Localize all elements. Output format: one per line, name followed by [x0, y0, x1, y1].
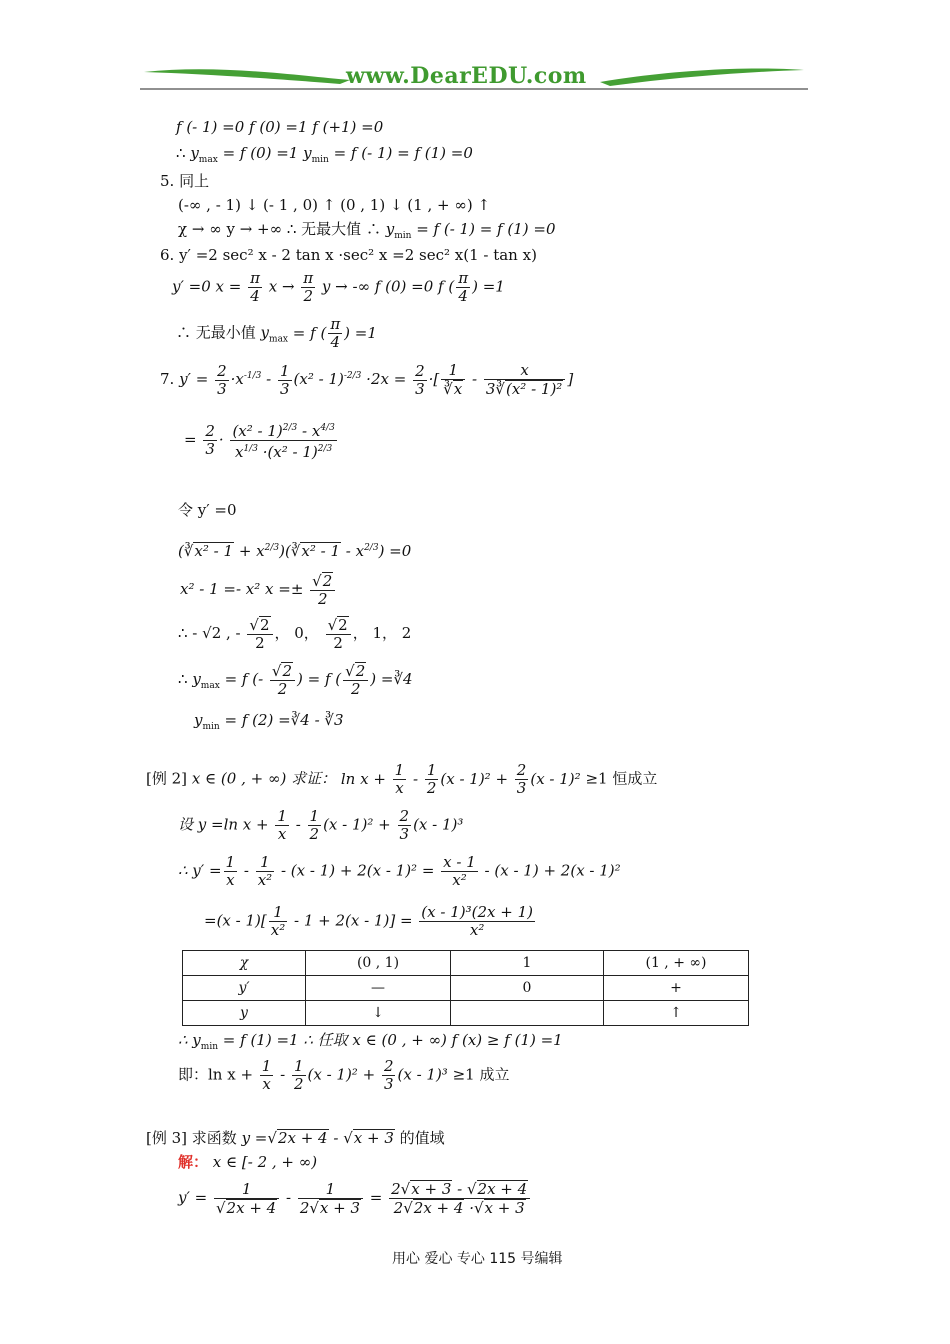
- line-critical-points: ∴ - √2 , - $\frac{√2}{2}$ ， 0， $\frac{√2}{2}$ ， 1， 2: [178, 616, 412, 652]
- min-result-text: = f (1) =1 ∴ 任取 x ∈ (0 , + ∞) f (x) ≥ f (1) =1: [222, 1031, 563, 1049]
- line-item-7-max: ∴ $y_{max} = f$ (- $\frac{√2}{2}$ ) = f ( $\frac{√2}{2}$ ) =∛4: [178, 662, 413, 698]
- min-prefix: ∴ y: [178, 1031, 201, 1049]
- no-min-text: ∴ 无最小值: [176, 323, 261, 342]
- example-2-statement: [例 2] x ∈ (0 , + ∞) 求证： ln x + $\frac{1}{x}$ - $\frac{1}{2}$ (x - 1)² + $\frac{2}{3}$ (x - 1)² ≥1 恒成立: [146, 761, 658, 797]
- line-item-7-min: $y_{min} = f$ (2) =∛4 - ∛3: [194, 711, 344, 732]
- table-row: y′ — 0 +: [183, 976, 749, 1001]
- page-footer: 用心 爱心 专心 115 号编辑: [392, 1251, 563, 1267]
- example-3-tail: 的值域: [394, 1129, 445, 1147]
- solution-label: 解：: [178, 1153, 209, 1171]
- line-ymax-ymin-4: ∴ $y_{max} = f$ (0) =1 $y_{min} = f$ (- 1) = f (1) =0: [176, 144, 473, 165]
- therefore-symbol-7: ∴: [178, 670, 193, 688]
- line-item-7-derivative: 7. y′ = $\frac{2}{3}$ $\cdot x^{-1/3}$ - $\frac{1}{3}$ (x² - 1)$^{-2/3}$ ·2x = $\frac{2}{3}$ ·[ $\frac{1}{∛x}$ - $\frac{x}{\text{3∛(x² - 1)²}}$ ]: [160, 361, 574, 398]
- table-row: χ (0 , 1) 1 (1 , + ∞): [183, 951, 749, 976]
- line-item-6-critical: y′ =0 x = $\frac{\pi}{4}$ x → $\frac{\pi}{2}$ y → -∞ f (0) =0 f ( $\frac{\pi}{4}$ ) =1: [172, 269, 505, 305]
- example-3-domain: [178, 1152, 317, 1172]
- y-symbol: y: [190, 144, 199, 162]
- derivative-prefix: ∴ y′ =: [178, 861, 222, 880]
- item-7-number: 7.: [160, 370, 175, 388]
- therefore-symbol: ∴: [176, 144, 191, 162]
- line-roots: x² - 1 =- x² x =± $\frac{√2}{2}$: [180, 572, 337, 608]
- conclusion-prefix: 即：ln x +: [178, 1065, 258, 1084]
- example-2-derivative: ∴ y′ = $\frac{1}{x}$ - $\frac{1}{\text{x²}}$ - (x - 1) + 2(x - 1)² = $\frac{x - 1}{\text{x²}}$ - (x - 1) + 2(x - 1)²: [178, 853, 621, 889]
- critical-points-text: ∴ - √2 , -: [178, 624, 246, 642]
- line-factored: (∛x² - $1 + x^{2/3})(∛x^2 - 1 - x^{2/3}) =0$: [178, 542, 412, 560]
- example-2-label: [例 2]: [146, 769, 188, 788]
- example-3-statement: [例 3] 求函数 y =√2x + 4 - √x + 3 的值域: [146, 1129, 445, 1147]
- table-row: y ↓ ↑: [183, 1001, 749, 1026]
- line-item-5: 5. 同上: [160, 172, 210, 190]
- limits-text: χ → ∞ y → +∞ ∴ 无最大值 ∴: [178, 220, 386, 238]
- example-2-condition: x ∈ (0 , + ∞) 求证：: [191, 769, 337, 788]
- example-2-tail: ≥1 恒成立: [585, 769, 658, 788]
- line-f-values: f (- 1) =0 f (0) =1 f (+1) =0: [176, 118, 384, 136]
- line-item-7-simplified: = $\frac{2}{3}$ · $\frac{(x^2 - 1)^{2/3} - x^{4/3}}{x^{1/3} \cdot(x^2 - 1)^{2/3}}$: [184, 422, 335, 461]
- line-monotonic-intervals: (-∞ , - 1) ↓ (- 1 , 0) ↑ (0 , 1) ↓ (1 , + ∞) ↑: [178, 196, 491, 214]
- example-2-conclusion: 即：ln x + $\frac{1}{x}$ - $\frac{1}{2}$ (x - 1)² + $\frac{2}{3}$ (x - 1)³ ≥1 成立: [178, 1057, 510, 1093]
- example-2-define-y: 设 y =ln x + $\frac{1}{x}$ - $\frac{1}{2}$ (x - 1)² + $\frac{2}{3}$ (x - 1)³: [178, 807, 464, 843]
- sign-table: [182, 950, 749, 1026]
- example-3-label: [例 3] 求函数: [146, 1129, 242, 1147]
- line-item-6-result: ∴ 无最小值 $y_{max} = f$ ( $\frac{\pi}{4}$ ) =1: [176, 315, 377, 351]
- line-limits-5: χ → ∞ y → +∞ ∴ 无最大值 ∴ $y_{min} = f$ (- 1) = f (1) =0: [178, 220, 556, 241]
- line-item-6-derivative: 6. y′ =2 sec² x - 2 tan x ·sec² x =2 sec² x(1 - tan x): [160, 246, 537, 264]
- example-3-derivative: y′ = $\frac{1}{√2x + 4}$ - $\frac{1}{2√x + 3}$ = $\frac{2√x + 3 - √2x + 4}{2√2x + 4 \cdot√x + 3}$: [178, 1180, 532, 1217]
- site-title: www.DearEDU.com: [346, 63, 587, 89]
- domain-text: x ∈ [- 2 , + ∞): [212, 1153, 318, 1171]
- line-set-derivative-zero: 令 y′ =0: [178, 501, 237, 519]
- example-2-min-result: ∴ $y_{min} = f$ (1) =1 ∴ 任取 x ∈ (0 , + ∞) f (x) ≥ f (1) =1: [178, 1031, 563, 1052]
- define-y-text: 设 y =ln x +: [178, 815, 274, 834]
- conclusion-tail: ≥1 成立: [452, 1065, 510, 1084]
- example-2-derivative-factored: =(x - 1)[ $\frac{1}{\text{x²}}$ - 1 + 2(x - 1)] = $\frac{\text{(x - 1)³(2x + 1)}}{\text{x²}}$: [204, 903, 533, 939]
